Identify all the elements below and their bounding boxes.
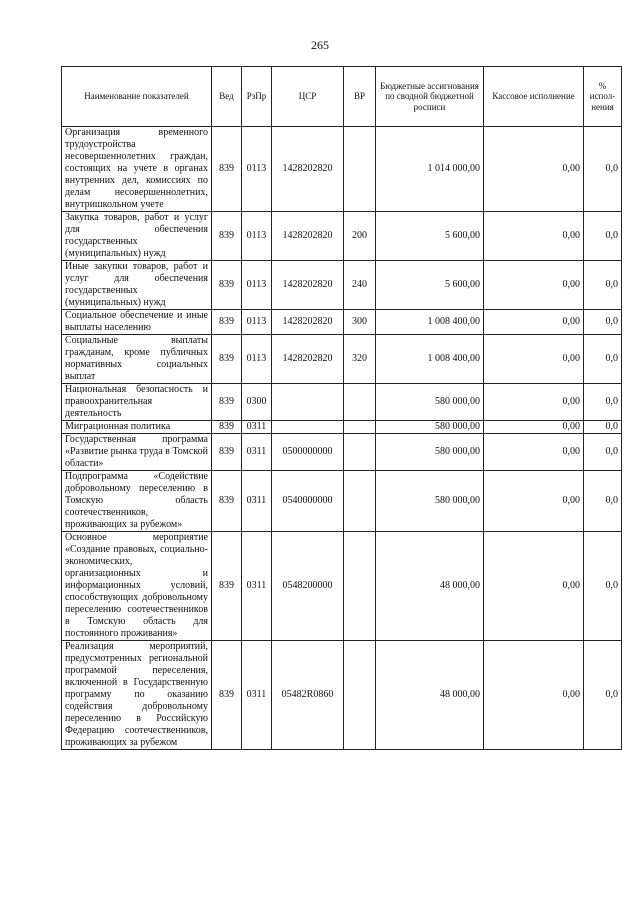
header-row [62, 67, 622, 127]
row-rzpr: 0311 [242, 641, 272, 750]
row-ved: 839 [212, 261, 242, 310]
row-cash: 0,00 [484, 532, 584, 641]
row-cash: 0,00 [484, 641, 584, 750]
row-name: Подпрограмма «Содействие добровольному переселению в Томскую область соотечественников, проживающих за рубежом» [62, 471, 212, 532]
row-percent: 0,0 [584, 532, 622, 641]
row-budget: 1 008 400,00 [376, 310, 484, 335]
table-row [62, 641, 622, 750]
row-rzpr: 0113 [242, 212, 272, 261]
row-percent: 0,0 [584, 421, 622, 434]
row-csr: 0540000000 [272, 471, 344, 532]
row-rzpr: 0113 [242, 261, 272, 310]
row-csr: 1428202820 [272, 261, 344, 310]
row-csr: 1428202820 [272, 310, 344, 335]
row-vr [344, 127, 376, 212]
row-ved: 839 [212, 471, 242, 532]
row-rzpr: 0113 [242, 310, 272, 335]
row-csr: 0500000000 [272, 434, 344, 471]
row-vr: 300 [344, 310, 376, 335]
row-percent: 0,0 [584, 641, 622, 750]
header-name: Наименование показателей [62, 67, 212, 127]
row-csr: 1428202820 [272, 335, 344, 384]
row-ved: 839 [212, 434, 242, 471]
row-name: Государственная программа «Развитие рынка труда в Томской области» [62, 434, 212, 471]
row-name: Организация временного трудоустройства несовершеннолетних граждан, состоящих на учете в органах внутренних дел, комиссиях по делам несовершеннолетних, внутришкольном учете [62, 127, 212, 212]
row-rzpr: 0311 [242, 471, 272, 532]
row-ved: 839 [212, 127, 242, 212]
row-ved: 839 [212, 335, 242, 384]
row-rzpr: 0311 [242, 434, 272, 471]
row-budget: 5 600,00 [376, 212, 484, 261]
row-vr [344, 384, 376, 421]
row-cash: 0,00 [484, 471, 584, 532]
row-cash: 0,00 [484, 310, 584, 335]
row-percent: 0,0 [584, 310, 622, 335]
row-percent: 0,0 [584, 434, 622, 471]
row-vr [344, 421, 376, 434]
table-row [62, 384, 622, 421]
table-row [62, 261, 622, 310]
row-ved: 839 [212, 384, 242, 421]
row-percent: 0,0 [584, 335, 622, 384]
budget-table [61, 66, 622, 750]
header-budget: Бюджетные ассигнования по сводной бюджетной росписи [376, 67, 484, 127]
row-budget: 48 000,00 [376, 641, 484, 750]
row-percent: 0,0 [584, 384, 622, 421]
table-row [62, 127, 622, 212]
row-budget: 5 600,00 [376, 261, 484, 310]
row-vr: 200 [344, 212, 376, 261]
row-rzpr: 0113 [242, 335, 272, 384]
row-cash: 0,00 [484, 335, 584, 384]
table-row [62, 335, 622, 384]
row-ved: 839 [212, 310, 242, 335]
row-budget: 580 000,00 [376, 434, 484, 471]
row-budget: 48 000,00 [376, 532, 484, 641]
row-cash: 0,00 [484, 261, 584, 310]
row-rzpr: 0311 [242, 421, 272, 434]
row-name: Основное мероприятие «Создание правовых, социально-экономических, организационных и информационных условий, способствующих добровольному переселению соотечественников в Томскую область для постоянного проживания» [62, 532, 212, 641]
table-row [62, 434, 622, 471]
row-ved: 839 [212, 421, 242, 434]
row-cash: 0,00 [484, 434, 584, 471]
row-vr [344, 471, 376, 532]
row-ved: 839 [212, 212, 242, 261]
row-percent: 0,0 [584, 261, 622, 310]
row-csr: 0548200000 [272, 532, 344, 641]
row-name: Реализация мероприятий, предусмотренных региональной программой переселения, включенной в Государственную программу по оказанию содействия добровольному переселению в Российскую Федерацию соотечественников, проживающих за рубежом [62, 641, 212, 750]
table-row [62, 310, 622, 335]
row-csr [272, 384, 344, 421]
row-vr: 320 [344, 335, 376, 384]
row-csr [272, 421, 344, 434]
row-budget: 580 000,00 [376, 421, 484, 434]
header-csr: ЦСР [272, 67, 344, 127]
table-row [62, 421, 622, 434]
row-vr [344, 434, 376, 471]
row-budget: 580 000,00 [376, 384, 484, 421]
header-rzpr: РзПр [242, 67, 272, 127]
row-percent: 0,0 [584, 127, 622, 212]
row-cash: 0,00 [484, 421, 584, 434]
row-name: Миграционная политика [62, 421, 212, 434]
row-cash: 0,00 [484, 127, 584, 212]
row-name: Социальные выплаты гражданам, кроме публичных нормативных социальных выплат [62, 335, 212, 384]
header-percent: % испол-нения [584, 67, 622, 127]
row-cash: 0,00 [484, 384, 584, 421]
header-cash: Кассовое исполнение [484, 67, 584, 127]
row-ved: 839 [212, 641, 242, 750]
row-name: Национальная безопасность и правоохранительная деятельность [62, 384, 212, 421]
table-row [62, 212, 622, 261]
row-name: Социальное обеспечение и иные выплаты населению [62, 310, 212, 335]
row-budget: 580 000,00 [376, 471, 484, 532]
row-cash: 0,00 [484, 212, 584, 261]
row-ved: 839 [212, 532, 242, 641]
row-vr [344, 532, 376, 641]
row-budget: 1 014 000,00 [376, 127, 484, 212]
row-rzpr: 0311 [242, 532, 272, 641]
row-name: Иные закупки товаров, работ и услуг для обеспечения государственных (муниципальных) нужд [62, 261, 212, 310]
table-row [62, 471, 622, 532]
row-rzpr: 0113 [242, 127, 272, 212]
row-vr: 240 [344, 261, 376, 310]
row-percent: 0,0 [584, 471, 622, 532]
table-row [62, 532, 622, 641]
row-rzpr: 0300 [242, 384, 272, 421]
row-csr: 1428202820 [272, 212, 344, 261]
row-budget: 1 008 400,00 [376, 335, 484, 384]
page-number: 265 [311, 38, 329, 52]
row-vr [344, 641, 376, 750]
row-percent: 0,0 [584, 212, 622, 261]
row-name: Закупка товаров, работ и услуг для обеспечения государственных (муниципальных) нужд [62, 212, 212, 261]
header-vr: ВР [344, 67, 376, 127]
row-csr: 1428202820 [272, 127, 344, 212]
header-ved: Вед [212, 67, 242, 127]
row-csr: 05482R0860 [272, 641, 344, 750]
